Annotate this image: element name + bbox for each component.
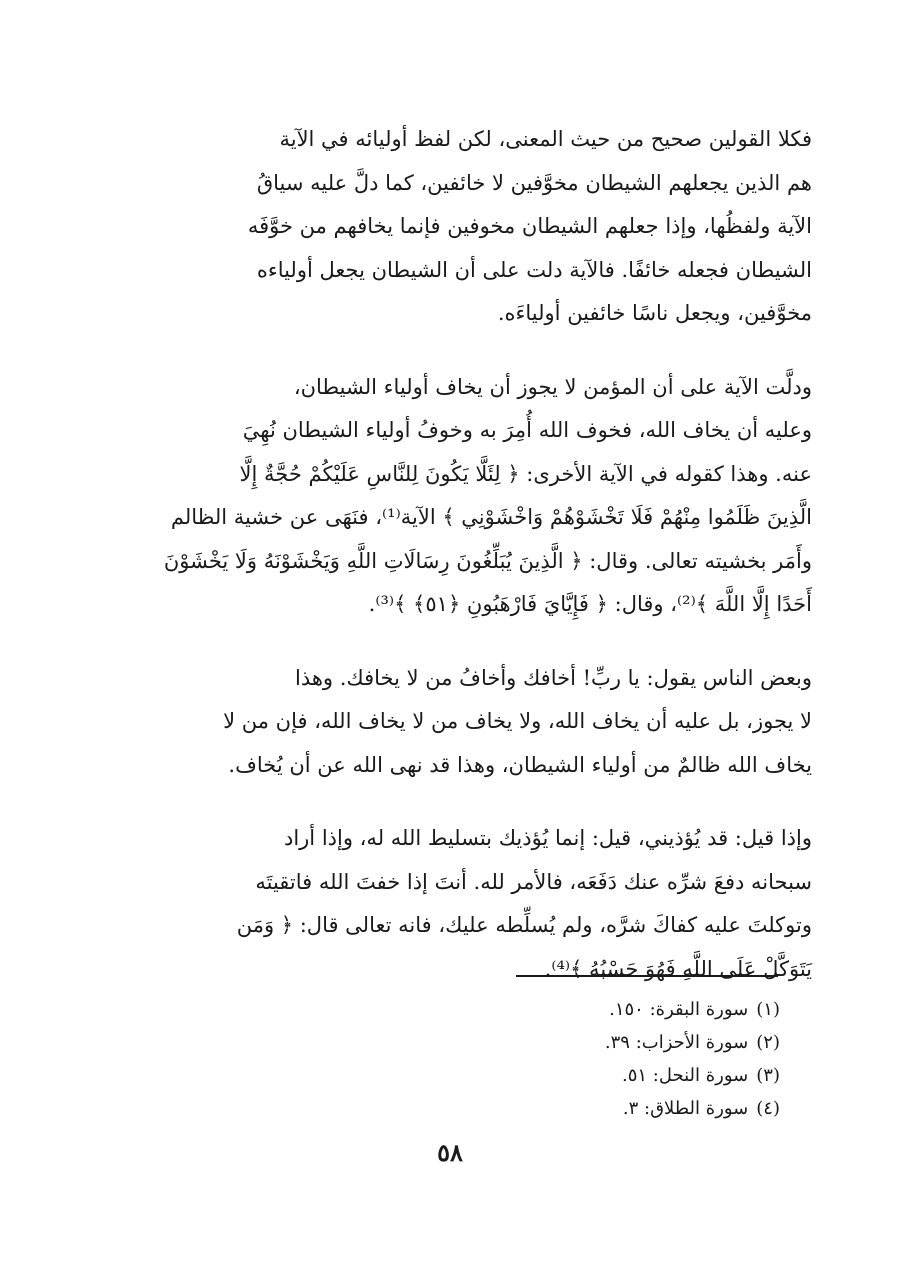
text-line: سبحانه دفعَ شرِّه عنك دَفَعَه، فالأمر لله. أنتَ إذا خفتَ الله فاتقيتَه	[255, 869, 812, 894]
footnotes	[380, 993, 780, 1125]
footnote-text: سورة النحل: ٥١.	[622, 1065, 749, 1086]
page-number: ٥٨	[437, 1138, 463, 1167]
text-line: فكلا القولين صحيح من حيث المعنى، لكن لفظ أوليائه في الآية	[279, 127, 812, 151]
text-line: الَّذِينَ ظَلَمُوا مِنْهُمْ فَلَا تَخْشَوْهُمْ وَاخْشَوْنِي ﴾ الآية⁽¹⁾، فنَهَى عن خشية الظالم	[170, 505, 812, 529]
text-line: يَتَوَكَّلْ عَلَى اللَّهِ فَهُوَ حَسْبُهُ ﴾⁽⁴⁾.	[544, 956, 812, 981]
footnote-item	[380, 1092, 780, 1125]
text-line: وتوكلتَ عليه كفاكَ شرَّه، ولم يُسلِّطه عليك، فانه تعالى قال: ﴿ وَمَن	[236, 913, 812, 937]
footnote-number: (١)	[756, 999, 780, 1020]
paragraph-4	[118, 817, 812, 991]
text-line: وأَمَر بخشيته تعالى. وقال: ﴿ الَّذِينَ يُبَلِّغُونَ رِسَالَاتِ اللَّهِ وَيَخْشَوْنَهُ وَلَا يَخْشَوْنَ	[163, 548, 812, 573]
paragraph-2	[118, 366, 812, 627]
footnote-item	[380, 993, 780, 1026]
footnote-number: (٢)	[756, 1032, 780, 1053]
footnote-divider	[516, 975, 778, 977]
text-line: الشيطان فجعله خائفًا. فالآية دلت على أن الشيطان يجعل أولياءه	[256, 257, 812, 282]
paragraph-3	[118, 657, 812, 788]
text-line: يخاف الله ظالمٌ من أولياء الشيطان، وهذا قد نهى الله عن أن يُخاف.	[228, 752, 812, 777]
text-line: وعليه أن يخاف الله، فخوف الله أُمِرَ به وخوفُ أولياء الشيطان نُهِيَ	[242, 418, 812, 442]
text-line: وبعض الناس يقول: يا ربِّ! أخافك وأخافُ من لا يخافك. وهذا	[294, 665, 812, 690]
footnote-number: (٤)	[756, 1098, 780, 1119]
text-line: أَحَدًا إِلَّا اللَّهَ ﴾⁽²⁾، وقال: ﴿ فَإِيَّايَ فَارْهَبُونِ ﴿٥١﴾ ﴾⁽³⁾.	[368, 592, 812, 616]
footnote-text: سورة الطلاق: ٣.	[622, 1098, 749, 1119]
page-body	[118, 118, 812, 991]
footnote-text: سورة البقرة: ١٥٠.	[609, 999, 749, 1020]
text-line: مخوَّفين، ويجعل ناسًا خائفين أولياءَه.	[497, 301, 812, 325]
text-line: هم الذين يجعلهم الشيطان مخوَّفين لا خائفين، كما دلَّ عليه سياقُ	[256, 170, 812, 195]
footnote-item	[380, 1026, 780, 1059]
text-line: وإذا قيل: قد يُؤذيني، قيل: إنما يُؤذيك بتسليط الله له، وإذا أراد	[283, 826, 812, 850]
text-line: الآية ولفظُها، وإذا جعلهم الشيطان مخوفين فإنما يخافهم من خوَّفَه	[247, 214, 812, 238]
footnote-text: سورة الأحزاب: ٣٩.	[604, 1032, 749, 1053]
text-line: عنه. وهذا كقوله في الآية الأخرى: ﴿ لِئَلَّا يَكُونَ لِلنَّاسِ عَلَيْكُمْ حُجَّةٌ إِلَّا	[239, 461, 812, 486]
paragraph-1	[118, 118, 812, 336]
footnote-item	[380, 1059, 780, 1092]
text-line: لا يجوز، بل عليه أن يخاف الله، ولا يخاف من لا يخاف الله، فإن من لا	[223, 709, 812, 733]
text-line: ودلَّت الآية على أن المؤمن لا يجوز أن يخاف أولياء الشيطان،	[293, 374, 812, 399]
footnote-number: (٣)	[756, 1065, 780, 1086]
